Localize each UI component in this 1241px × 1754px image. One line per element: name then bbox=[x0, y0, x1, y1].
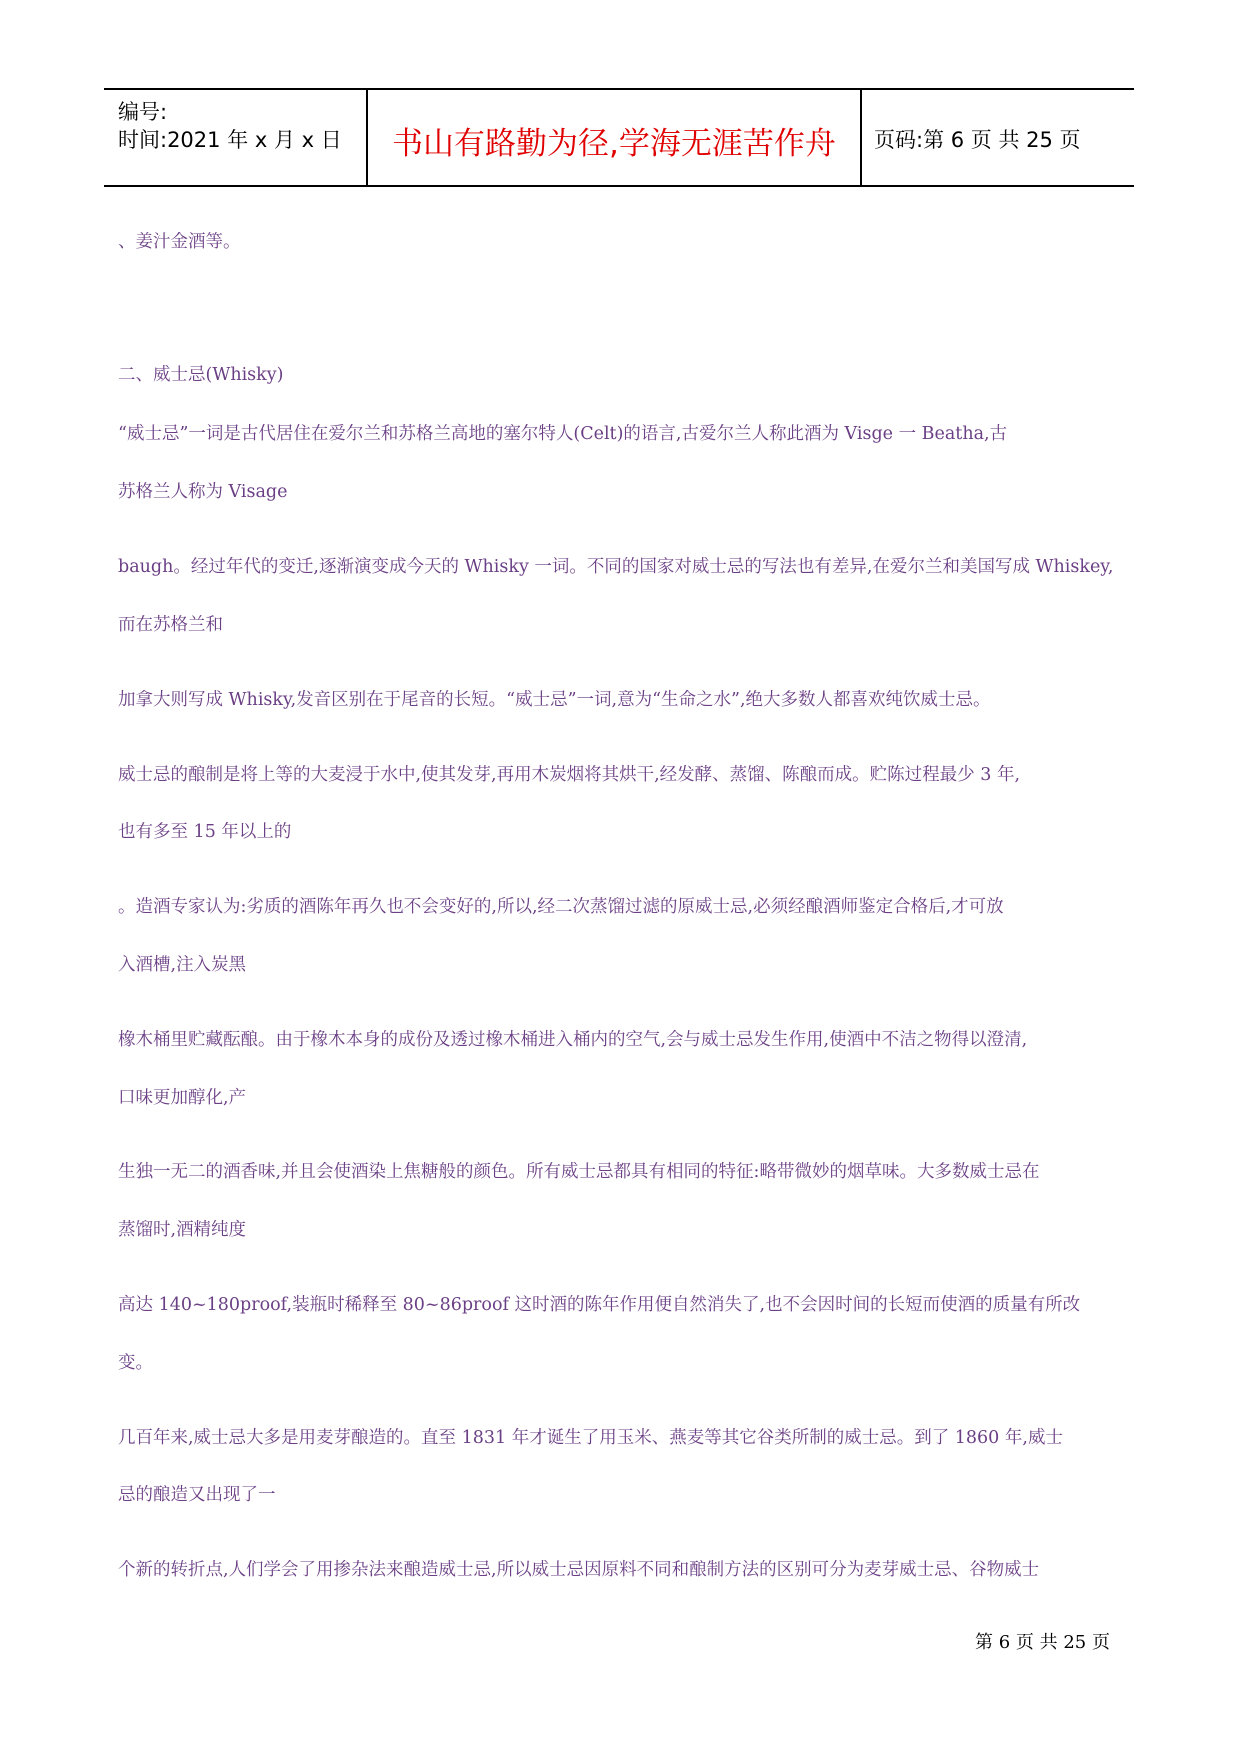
document-number-label: 编号: bbox=[118, 100, 168, 124]
document-header bbox=[104, 88, 1134, 187]
header-page-cell bbox=[862, 90, 1134, 185]
page-footer: 第 6 页 共 25 页 bbox=[975, 1632, 1110, 1653]
header-page-number: 页码:第 6 页 共 25 页 bbox=[874, 128, 1081, 152]
body-line: 威士忌的酿制是将上等的大麦浸于水中,使其发芽,再用木炭烟将其烘干,经发酵、蒸馏、陈酿而成。贮陈过程最少 3 年, bbox=[118, 765, 1021, 785]
body-line: 蒸馏时,酒精纯度 bbox=[118, 1220, 247, 1240]
body-line: 变。 bbox=[118, 1353, 153, 1373]
body-line: 忌的酿造又出现了一 bbox=[118, 1485, 276, 1505]
header-motto-cell bbox=[368, 90, 862, 185]
body-line: 几百年来,威士忌大多是用麦芽酿造的。直至 1831 年才诞生了用玉米、燕麦等其它谷类所制的威士忌。到了 1860 年,威士 bbox=[118, 1428, 1063, 1448]
body-line: 也有多至 15 年以上的 bbox=[118, 822, 292, 842]
body-line: baugh。经过年代的变迁,逐渐演变成今天的 Whisky 一词。不同的国家对威士忌的写法也有差异,在爱尔兰和美国写成 Whiskey, bbox=[118, 557, 1114, 577]
section-heading-whisky: 二、威士忌(Whisky) bbox=[118, 365, 284, 385]
header-motto: 书山有路勤为径,学海无涯苦作舟 bbox=[392, 126, 836, 162]
body-line: 、姜汁金酒等。 bbox=[118, 232, 241, 252]
document-time-label: 时间:2021 年 x 月 x 日 bbox=[118, 128, 342, 152]
body-line: 入酒槽,注入炭黑 bbox=[118, 955, 247, 975]
header-info-cell bbox=[104, 90, 368, 185]
body-line: 加拿大则写成 Whisky,发音区别在于尾音的长短。“威士忌”一词,意为“生命之水”,绝大多数人都喜欢纯饮威士忌。 bbox=[118, 690, 991, 710]
body-line: 生独一无二的酒香味,并且会使酒染上焦糖般的颜色。所有威士忌都具有相同的特征:略带微妙的烟草味。大多数威士忌在 bbox=[118, 1162, 1040, 1182]
body-line: 而在苏格兰和 bbox=[118, 615, 223, 635]
body-line: 口味更加醇化,产 bbox=[118, 1088, 247, 1108]
body-line: 个新的转折点,人们学会了用掺杂法来酿造威士忌,所以威士忌因原料不同和酿制方法的区别可分为麦芽威士忌、谷物威士 bbox=[118, 1560, 1040, 1580]
body-line: “威士忌”一词是古代居住在爱尔兰和苏格兰高地的塞尔特人(Celt)的语言,古爱尔兰人称此酒为 Visge 一 Beatha,古 bbox=[118, 424, 1008, 444]
body-line: 橡木桶里贮藏酝酿。由于橡木本身的成份及透过橡木桶进入桶内的空气,会与威士忌发生作用,使酒中不洁之物得以澄清, bbox=[118, 1030, 1028, 1050]
body-line: 高达 140~180proof,装瓶时稀释至 80~86proof 这时酒的陈年作用便自然消失了,也不会因时间的长短而使酒的质量有所改 bbox=[118, 1295, 1081, 1315]
body-line: 。造酒专家认为:劣质的酒陈年再久也不会变好的,所以,经二次蒸馏过滤的原威士忌,必须经酿酒师鉴定合格后,才可放 bbox=[118, 897, 1004, 917]
body-line: 苏格兰人称为 Visage bbox=[118, 482, 288, 502]
